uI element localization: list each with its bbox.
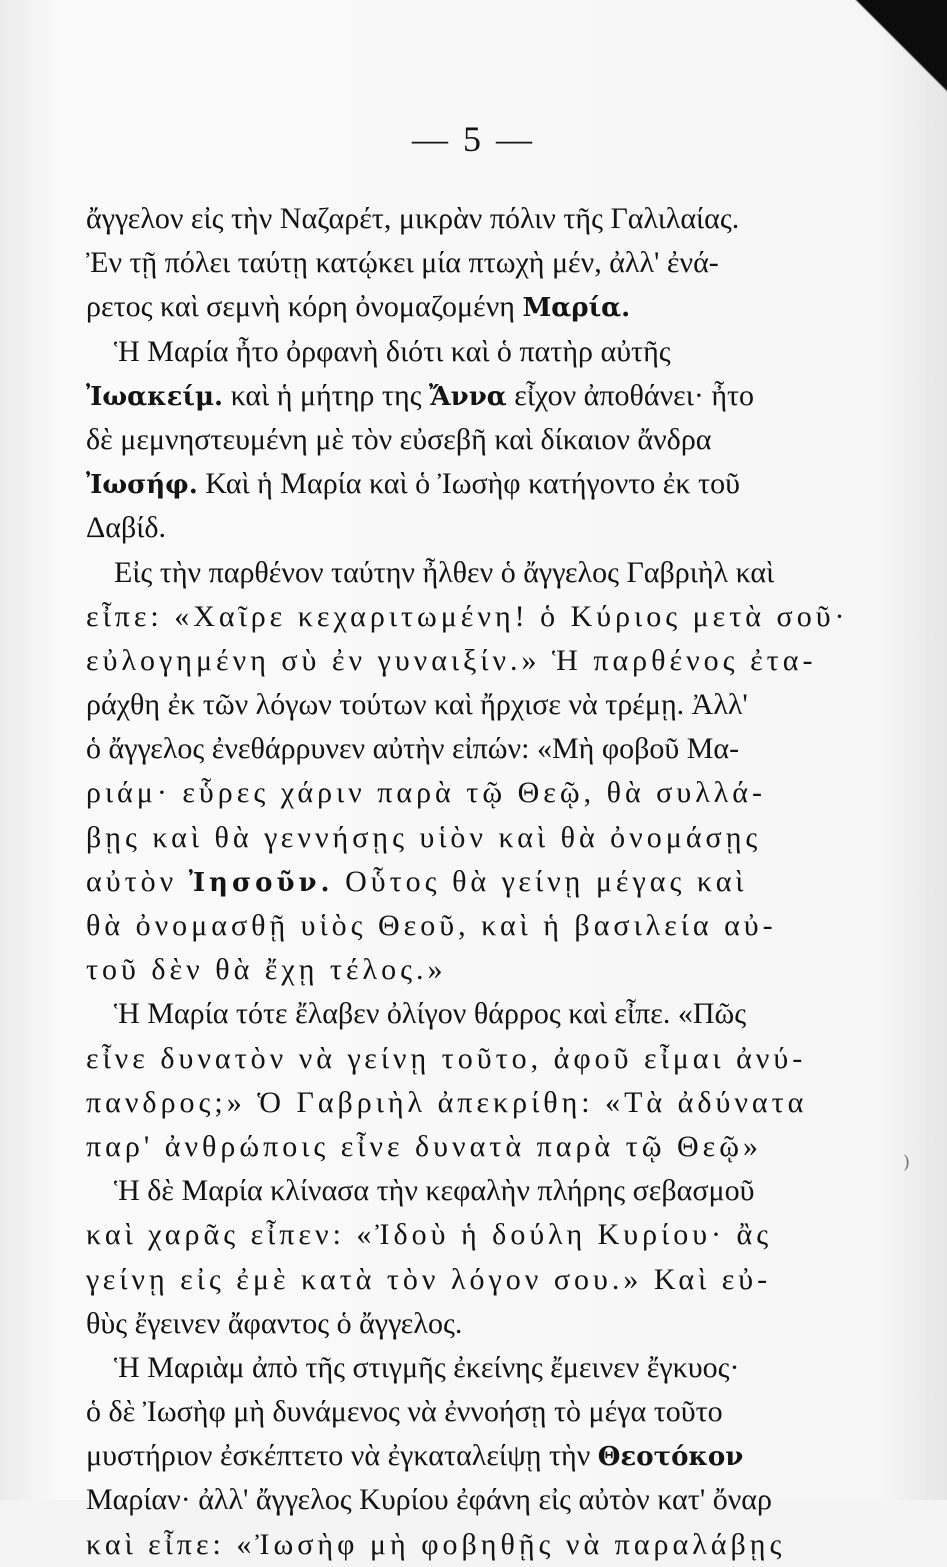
text-run: εἶχον ἀποθάνει· ἦτο <box>506 378 755 412</box>
text-line <box>86 1037 866 1081</box>
text-run: Μαρίαν· ἀλλ' ἄγγελος Κυρίου ἐφάνη εἰς αὐτὸν κατ' ὄναρ <box>86 1483 772 1517</box>
text-run: Καὶ ἡ Μαρία καὶ ὁ Ἰωσὴφ κατήγοντο ἐκ τοῦ <box>197 467 740 501</box>
bold-name: Ἄννα <box>429 381 507 412</box>
text-run: παρ' ἀνθρώποις εἶνε δυνατὰ παρὰ τῷ Θεῷ» <box>86 1129 762 1163</box>
text-run: γείνῃ εἰς ἐμὲ κατὰ τὸν λόγον σου.» Καὶ εὐ- <box>86 1262 772 1296</box>
bold-name: Θεοτόκον <box>597 1442 744 1473</box>
text-line <box>86 992 866 1036</box>
text-line <box>86 241 866 285</box>
body-text <box>86 197 866 1567</box>
text-run: Οὗτος θὰ γείνῃ μέγας καὶ <box>333 864 748 898</box>
text-run: ὁ δὲ Ἰωσὴφ μὴ δυνάμενος νὰ ἐννοήσῃ τὸ μέγα τοῦτο <box>86 1395 723 1429</box>
bold-name: Μαρία. <box>522 293 631 324</box>
text-run: θὰ ὀνομασθῇ υἱὸς Θεοῦ, καὶ ἡ βασιλεία αὐ- <box>86 909 777 942</box>
text-line <box>86 727 866 771</box>
text-line <box>86 860 866 904</box>
text-run: Ἡ Μαριὰμ ἀπὸ τῆς στιγμῆς ἐκείνης ἔμεινεν ἔγκυος· <box>114 1350 740 1384</box>
text-line <box>86 374 866 418</box>
text-run: τοῦ δὲν θὰ ἔχῃ τέλος.» <box>86 953 447 987</box>
text-run: εἶνε δυνατὸν νὰ γείνῃ τοῦτο, ἀφοῦ εἶμαι ἀνύ- <box>86 1041 807 1075</box>
text-run: Ἡ Μαρία ἦτο ὀρφανὴ διότι καὶ ὁ πατὴρ αὐτῆς <box>114 334 671 368</box>
text-run: Δαβίδ. <box>86 511 166 545</box>
text-run: πανδρος;» Ὁ Γαβριὴλ ἀπεκρίθη: «Τὰ ἀδύνατα <box>86 1085 808 1119</box>
text-line <box>86 462 866 506</box>
text-run: ἄγγελον εἰς τὴν Ναζαρέτ, μικρὰν πόλιν τῆς Γαλιλαίας. <box>86 202 740 235</box>
text-run: καὶ χαρᾶς εἶπεν: «Ἰδοὺ ἡ δούλη Κυρίου· ἂς <box>86 1218 773 1252</box>
text-line <box>86 816 866 860</box>
text-line <box>86 1346 866 1390</box>
text-run: ρετος καὶ σεμνὴ κόρη ὀνομαζομένη <box>86 290 523 324</box>
text-run: θὺς ἔγεινεν ἄφαντος ὁ ἄγγελος. <box>86 1306 463 1340</box>
text-run: ράχθη ἐκ τῶν λόγων τούτων καὶ ἤρχισε νὰ τρέμῃ. Ἀλλ' <box>86 688 748 722</box>
text-run: αὐτὸν <box>86 864 189 898</box>
text-line <box>86 1081 866 1125</box>
text-run: Ἡ Μαρία τότε ἔλαβεν ὀλίγον θάρρος καὶ εἶπε. «Πῶς <box>114 997 747 1031</box>
text-line <box>86 1125 866 1169</box>
text-line <box>86 771 866 815</box>
text-line <box>86 1478 866 1522</box>
text-line <box>86 1169 866 1213</box>
text-run: καὶ εἶπε: «Ἰωσὴφ μὴ φοβηθῇς νὰ παραλάβῃς <box>86 1527 786 1561</box>
text-line <box>86 1434 866 1478</box>
text-line <box>86 285 866 329</box>
text-run: εἶπε: «Χαῖρε κεχαριτωμένη! ὁ Κύριος μετὰ σοῦ· <box>86 599 849 633</box>
bold-name: Ἰησοῦν. <box>188 867 334 898</box>
text-line <box>86 1523 866 1567</box>
text-line <box>86 1390 866 1434</box>
text-run: εὐλογημένη σὺ ἐν γυναιξίν.» Ἡ παρθένος ἐτα- <box>86 643 817 677</box>
bold-name: Ἰωακείμ. <box>86 381 224 412</box>
text-line <box>86 551 866 595</box>
bold-name: Ἰωσήφ. <box>86 470 198 501</box>
text-line <box>86 1213 866 1257</box>
text-run: Εἰς τὴν παρθένον ταύτην ἦλθεν ὁ ἄγγελος Γαβριὴλ καὶ <box>114 555 775 589</box>
text-line <box>86 948 866 992</box>
text-line <box>86 506 866 550</box>
text-line <box>86 904 866 948</box>
text-run: ὁ ἄγγελος ἐνεθάρρυνεν αὐτὴν εἰπών: «Μὴ φοβοῦ Μα- <box>86 732 740 766</box>
text-line <box>86 595 866 639</box>
text-run: μυστήριον ἐσκέπτετο νὰ ἐγκαταλείψῃ τὴν <box>86 1439 598 1473</box>
text-line <box>86 197 866 241</box>
text-run: Ἐν τῇ πόλει ταύτῃ κατῴκει μία πτωχὴ μέν, ἀλλ' ἐνά- <box>86 246 719 280</box>
page-number: — 5 — <box>412 119 535 159</box>
text-run: καὶ ἡ μήτηρ της <box>223 378 430 412</box>
text-line <box>86 330 866 374</box>
edge-mark: ) <box>903 1152 911 1173</box>
text-run: Ἡ δὲ Μαρία κλίνασα τὴν κεφαλὴν πλήρης σεβασμοῦ <box>114 1174 755 1208</box>
text-line <box>86 639 866 683</box>
text-run: βῃς καὶ θὰ γεννήσῃς υἱὸν καὶ θὰ ὀνομάσῃς <box>86 820 762 854</box>
text-line <box>86 1302 866 1346</box>
text-run: δὲ μεμνηστευμένη μὲ τὸν εὐσεβῆ καὶ δίκαιον ἄνδρα <box>86 422 712 456</box>
text-line <box>86 1258 866 1302</box>
text-line <box>86 683 866 727</box>
text-line <box>86 418 866 462</box>
text-run: ριάμ· εὗρες χάριν παρὰ τῷ Θεῷ, θὰ συλλά- <box>86 776 766 810</box>
